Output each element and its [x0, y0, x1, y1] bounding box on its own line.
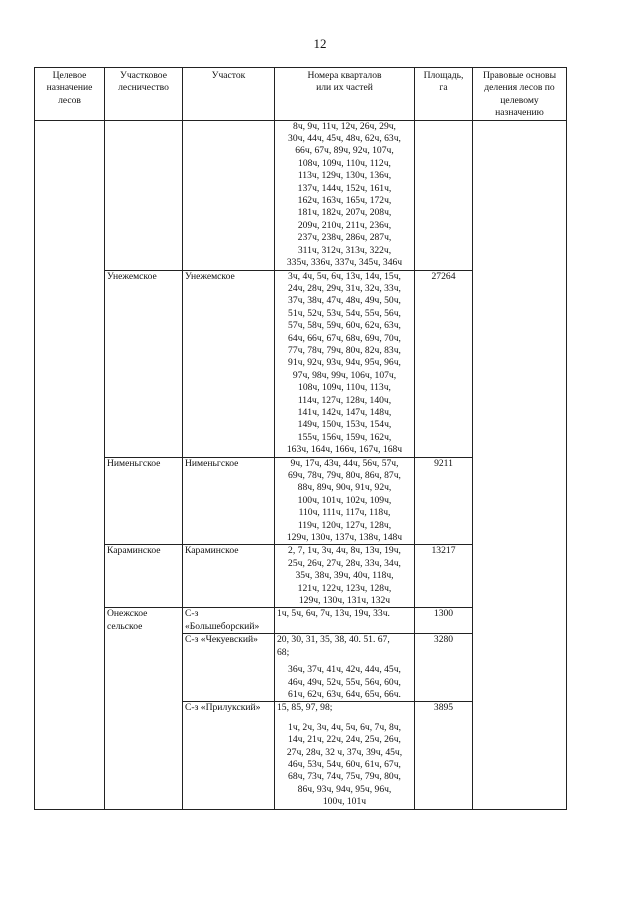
table-header-row	[35, 68, 567, 121]
site-cell: Караминское	[183, 545, 275, 608]
legal-basis-cell	[473, 120, 567, 809]
site-cell: Унежемское	[183, 270, 275, 457]
spacer-cell	[275, 715, 415, 722]
site-cell: С-з «Чекуевский»	[183, 634, 275, 702]
table-row	[35, 120, 567, 270]
quarters-cell: 1ч, 2ч, 3ч, 4ч, 5ч, 6ч, 7ч, 8ч, 14ч, 21ч, 22ч, 24ч, 25ч, 26ч, 27ч, 28ч, 32 ч, 37ч, 39ч, 45ч, 46ч, 53ч, 54ч, 60ч, 61ч, 67ч, 68ч, 73ч, 74ч, 75ч, 79ч, 80ч, 86ч, 93ч, 94ч, 95ч, 96ч, 100ч, 101ч	[275, 722, 415, 809]
header-district-forestry: Участковое лесничество	[105, 68, 183, 121]
area-cell: 13217	[415, 545, 473, 608]
area-cell: 3280	[415, 634, 473, 702]
quarters-cell: 9ч, 17ч, 43ч, 44ч, 56ч, 57ч, 69ч, 78ч, 79ч, 80ч, 86ч, 87ч, 88ч, 89ч, 90ч, 91ч, 92ч, 100ч, 101ч, 102ч, 109ч, 110ч, 111ч, 117ч, 118ч, 119ч, 120ч, 127ч, 128ч, 129ч, 130ч, 137ч, 138ч, 148ч	[275, 457, 415, 545]
district-cell: Унежемское	[105, 270, 183, 457]
district-cell: Караминское	[105, 545, 183, 608]
site-cell: С-з «Прилукский»	[183, 702, 275, 809]
quarters-cell: 20, 30, 31, 35, 38, 40. 51. 67, 68;	[275, 634, 415, 659]
forest-division-table	[34, 67, 567, 810]
quarters-cell: 1ч, 5ч, 6ч, 7ч, 13ч, 19ч, 33ч.	[275, 608, 415, 634]
quarters-cell: 36ч, 37ч, 41ч, 42ч, 44ч, 45ч, 46ч, 49ч, 52ч, 55ч, 56ч, 60ч, 61ч, 62ч, 63ч, 64ч, 65ч, 66ч.	[275, 659, 415, 702]
district-cell	[105, 120, 183, 270]
header-area: Площадь, га	[415, 68, 473, 121]
header-legal-basis: Правовые основы деления лесов по целевому назначению	[473, 68, 567, 121]
header-quarters: Номера кварталов или их частей	[275, 68, 415, 121]
quarters-cell: 15, 85, 97, 98;	[275, 702, 415, 715]
area-cell: 27264	[415, 270, 473, 457]
purpose-cell	[35, 120, 105, 809]
area-cell: 3895	[415, 702, 473, 809]
site-cell: Нименьгское	[183, 457, 275, 545]
area-cell: 9211	[415, 457, 473, 545]
site-cell	[183, 120, 275, 270]
district-cell: Онежское сельское	[105, 608, 183, 809]
site-cell: С-з «Большеборский»	[183, 608, 275, 634]
area-cell: 1300	[415, 608, 473, 634]
header-purpose: Целевое назначение лесов	[35, 68, 105, 121]
quarters-cell: 2, 7, 1ч, 3ч, 4ч, 8ч, 13ч, 19ч, 25ч, 26ч, 27ч, 28ч, 33ч, 34ч, 35ч, 38ч, 39ч, 40ч, 118ч, 121ч, 122ч, 123ч, 128ч, 129ч, 130ч, 131ч, 132ч	[275, 545, 415, 608]
district-cell: Нименьгское	[105, 457, 183, 545]
area-cell	[415, 120, 473, 270]
quarters-cell: 8ч, 9ч, 11ч, 12ч, 26ч, 29ч, 30ч, 44ч, 45ч, 48ч, 62ч, 63ч, 66ч, 67ч, 89ч, 92ч, 107ч, 108ч, 109ч, 110ч, 112ч, 113ч, 129ч, 130ч, 136ч, 137ч, 144ч, 152ч, 161ч, 162ч, 163ч, 165ч, 172ч, 181ч, 182ч, 207ч, 208ч, 209ч, 210ч, 211ч, 236ч, 237ч, 238ч, 286ч, 287ч, 311ч, 312ч, 313ч, 322ч, 335ч, 336ч, 337ч, 345ч, 346ч	[275, 120, 415, 270]
page-number: 12	[313, 36, 327, 51]
quarters-cell: 3ч, 4ч, 5ч, 6ч, 13ч, 14ч, 15ч, 24ч, 28ч, 29ч, 31ч, 32ч, 33ч, 37ч, 38ч, 47ч, 48ч, 49ч, 50ч, 51ч, 52ч, 53ч, 54ч, 55ч, 56ч, 57ч, 58ч, 59ч, 60ч, 62ч, 63ч, 64ч, 66ч, 67ч, 68ч, 69ч, 70ч, 77ч, 78ч, 79ч, 80ч, 82ч, 83ч, 91ч, 92ч, 93ч, 94ч, 95ч, 96ч, 97ч, 98ч, 99ч, 106ч, 107ч, 108ч, 109ч, 110ч, 113ч, 114ч, 127ч, 128ч, 140ч, 141ч, 142ч, 147ч, 148ч, 149ч, 150ч, 153ч, 154ч, 155ч, 156ч, 159ч, 162ч, 163ч, 164ч, 166ч, 167ч, 168ч	[275, 270, 415, 457]
header-site: Участок	[183, 68, 275, 121]
